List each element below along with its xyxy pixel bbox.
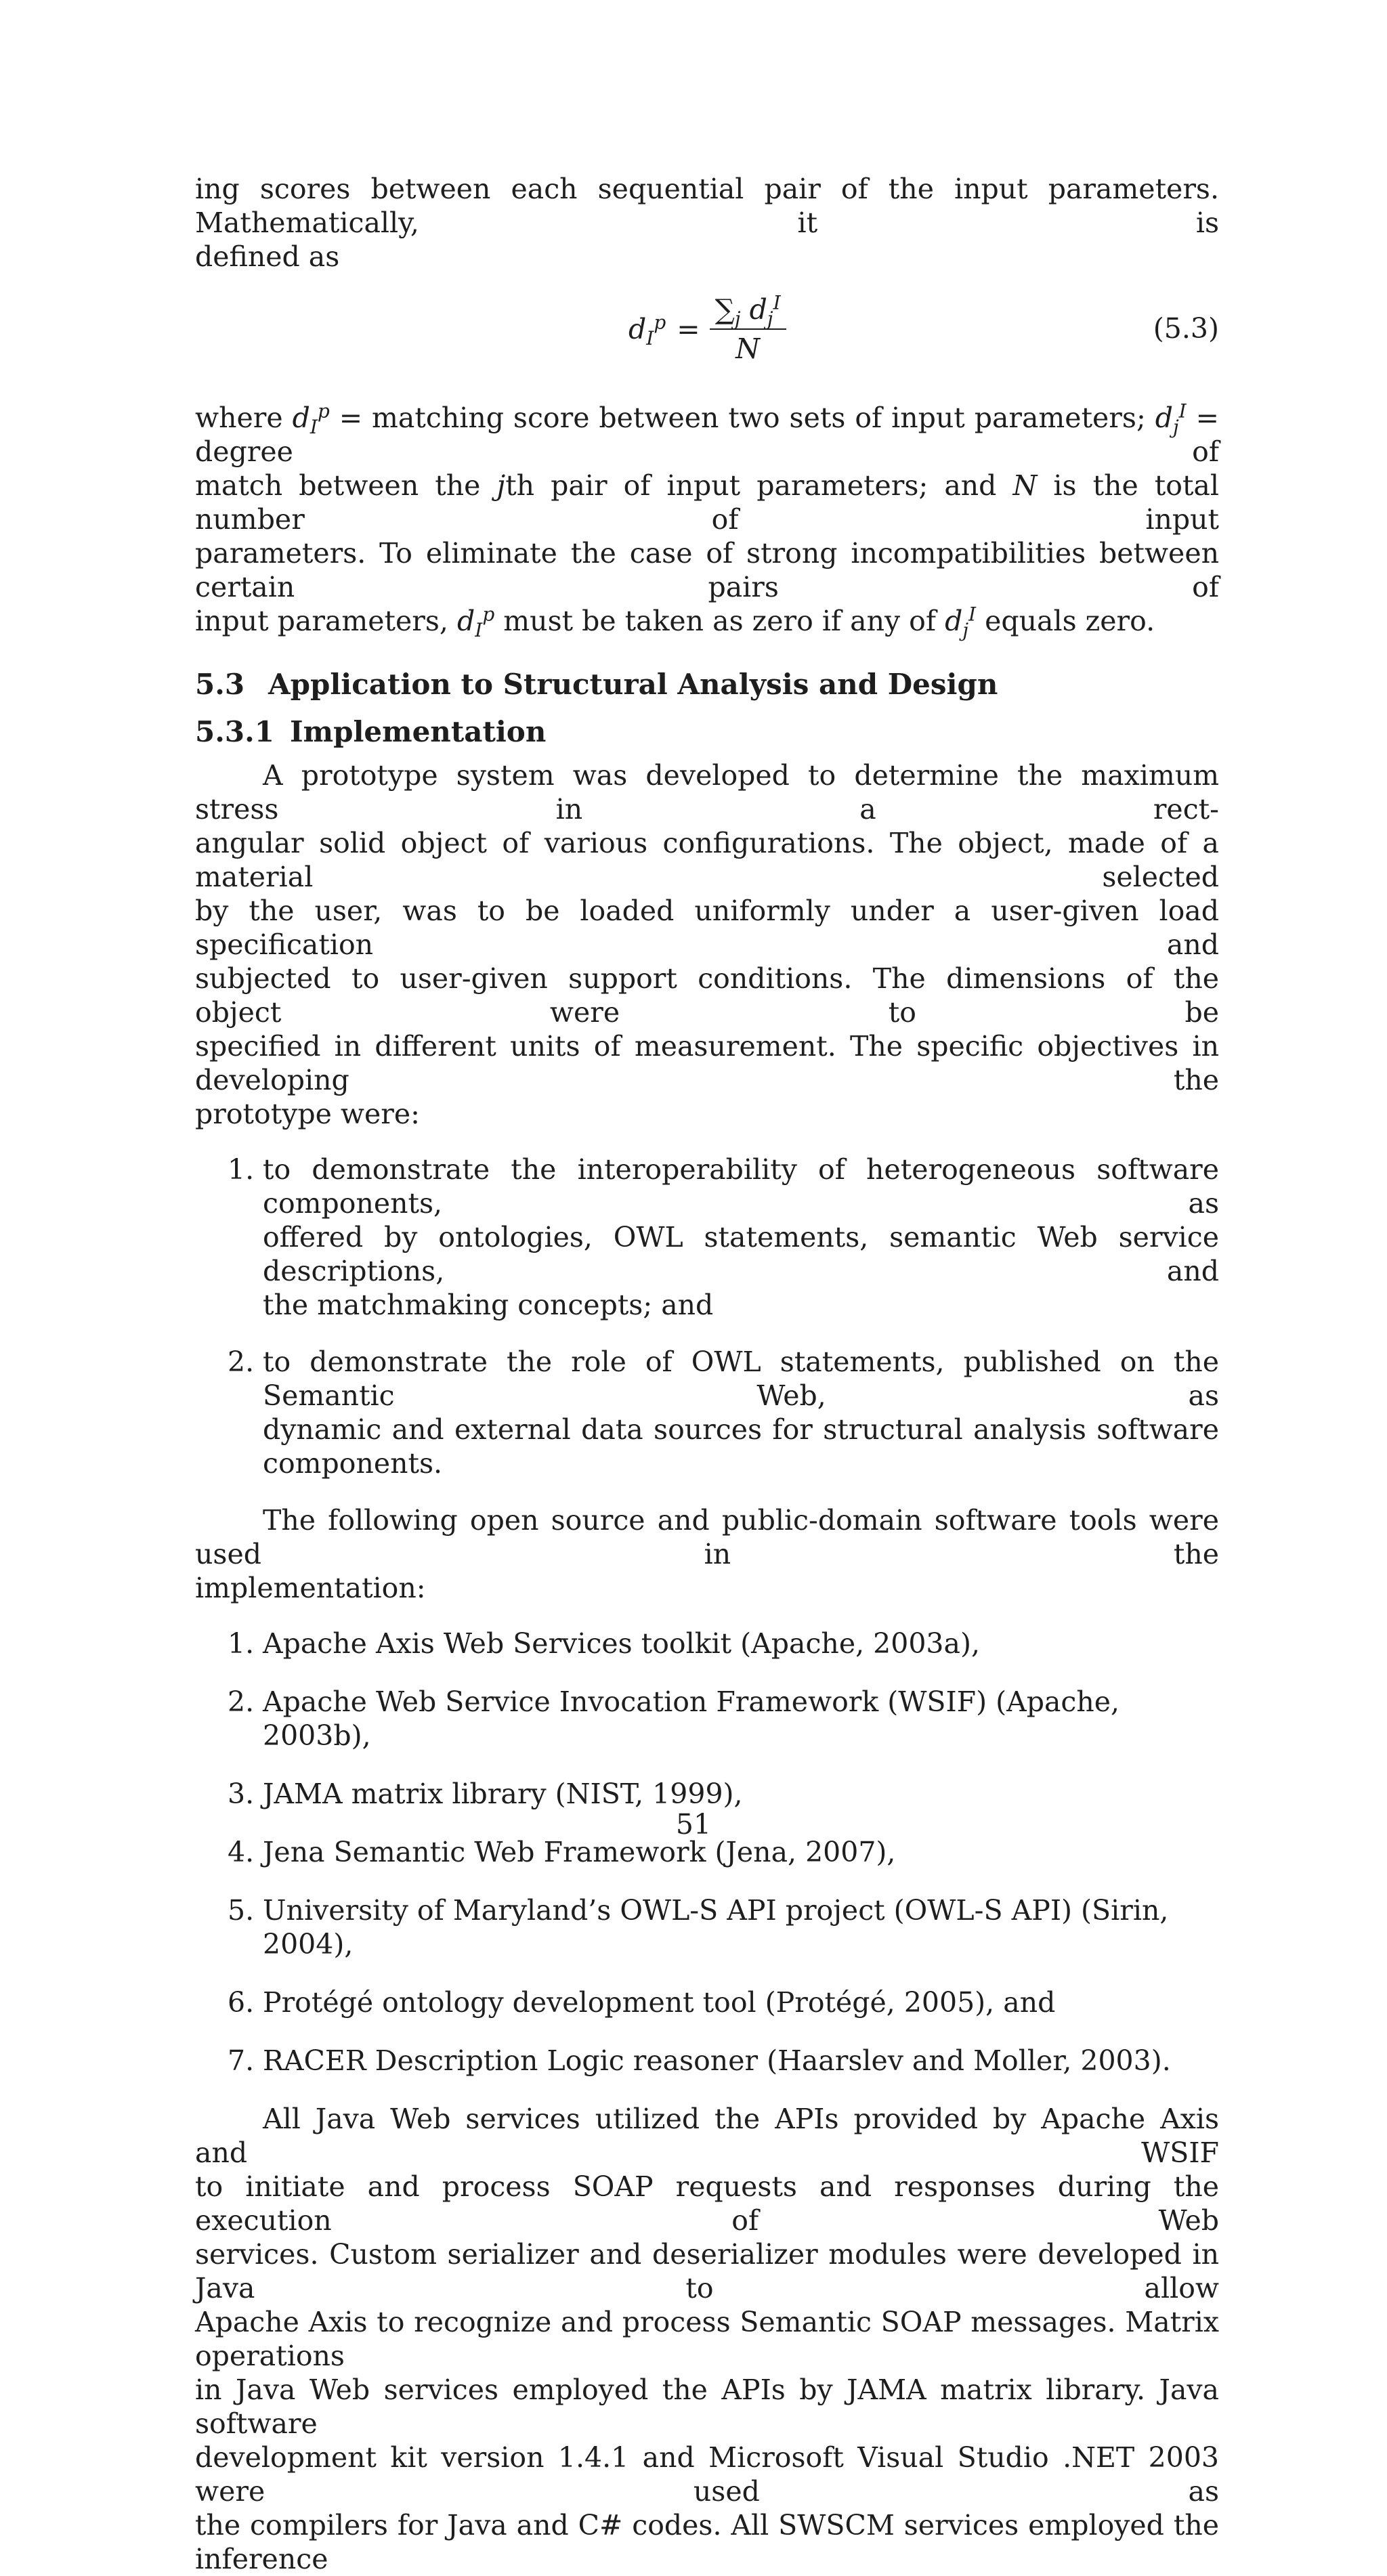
- intro-line-2: defined as: [195, 240, 340, 273]
- where-line-1: where $d_I^p$ = matching score between two sets of input parameters; $d_j^I$ = degree of: [195, 400, 1219, 468]
- equation-number: (5.3): [1153, 312, 1219, 345]
- objectives-list: [195, 1153, 1219, 1480]
- equation-equals: =: [677, 313, 700, 345]
- list-item: 6. Protégé ontology development tool (Protégé, 2005), and: [228, 1986, 1056, 2019]
- list-item: 5. University of Maryland’s OWL-S API project (OWL-S API) (Sirin, 2004),: [228, 1894, 1169, 1960]
- list-item: 1. to demonstrate the interoperability of heterogeneous software components, as offered by ontologies, OWL statements, semantic Web service descriptions, and the matchmaking concepts; and: [228, 1153, 1219, 1321]
- section-heading: 5.3 Application to Structural Analysis and Design: [195, 668, 998, 701]
- list-item: 1. Apache Axis Web Services toolkit (Apache, 2003a),: [228, 1627, 980, 1660]
- equation-5-3: [195, 282, 1219, 377]
- page-body: [195, 172, 1219, 2576]
- tools-list: [195, 1627, 1219, 2078]
- list-item: 2. to demonstrate the role of OWL statements, published on the Semantic Web, as dynamic and external data sources for structural analysis software components.: [228, 1346, 1219, 1480]
- where-line-3: parameters. To eliminate the case of strong incompatibilities between certain pairs of: [195, 537, 1219, 603]
- list-item: 2. Apache Web Service Invocation Framework (WSIF) (Apache, 2003b),: [228, 1686, 1120, 1752]
- equation-denominator: N: [735, 332, 761, 365]
- paragraph-prototype: A prototype system was developed to determine the maximum stress in a rect- angular solid object of various configurations. The object, made of a material selected by the user, was to be loaded uniformly under a user-given load specification and subjected to user-given support conditions. The dimensions of the object were to be specified in different units of measurement. The specific objectives in developing the prototype were:: [195, 759, 1219, 1130]
- paragraph-java-services: All Java Web services utilized the APIs provided by Apache Axis and WSIF to initiate and process SOAP requests and responses during the execution of Web services. Custom serializer and deserializer modules were developed in Java to allow Apache Axis to recognize and process Semantic SOAP messages. Matrix operations in Java Web services employed the APIs by JAMA matrix library. Java software development kit version 1.4.1 and Microsoft Visual Studio .NET 2003 were used as the compilers for Java and C# codes. All SWSCM services employed the inference: [195, 2103, 1219, 2575]
- page-number: 51: [675, 1808, 712, 1841]
- subsection-heading: 5.3.1 Implementation: [195, 715, 547, 748]
- paragraph-tools-intro: The following open source and public-domain software tools were used in the implementation:: [195, 1504, 1219, 1604]
- where-line-2: match between the jth pair of input parameters; and N is the total number of input: [195, 469, 1219, 536]
- list-item: 3. JAMA matrix library (NIST, 1999),: [228, 1778, 743, 1810]
- equation-fraction: [710, 293, 786, 365]
- intro-line-1: ing scores between each sequential pair of the input parameters. Mathematically, it is: [195, 173, 1219, 239]
- equation-numerator: $\sum_j$ $d_j^I$: [710, 293, 786, 330]
- list-item: 7. RACER Description Logic reasoner (Haarslev and Moller, 2003).: [228, 2044, 1171, 2077]
- list-item: 4. Jena Semantic Web Framework (Jena, 2007),: [228, 1836, 896, 1868]
- equation-lhs: $d_I^p$: [628, 311, 666, 350]
- where-line-4: input parameters, $d_I^p$ must be taken as zero if any of $d_j^I$ equals zero.: [195, 603, 1155, 642]
